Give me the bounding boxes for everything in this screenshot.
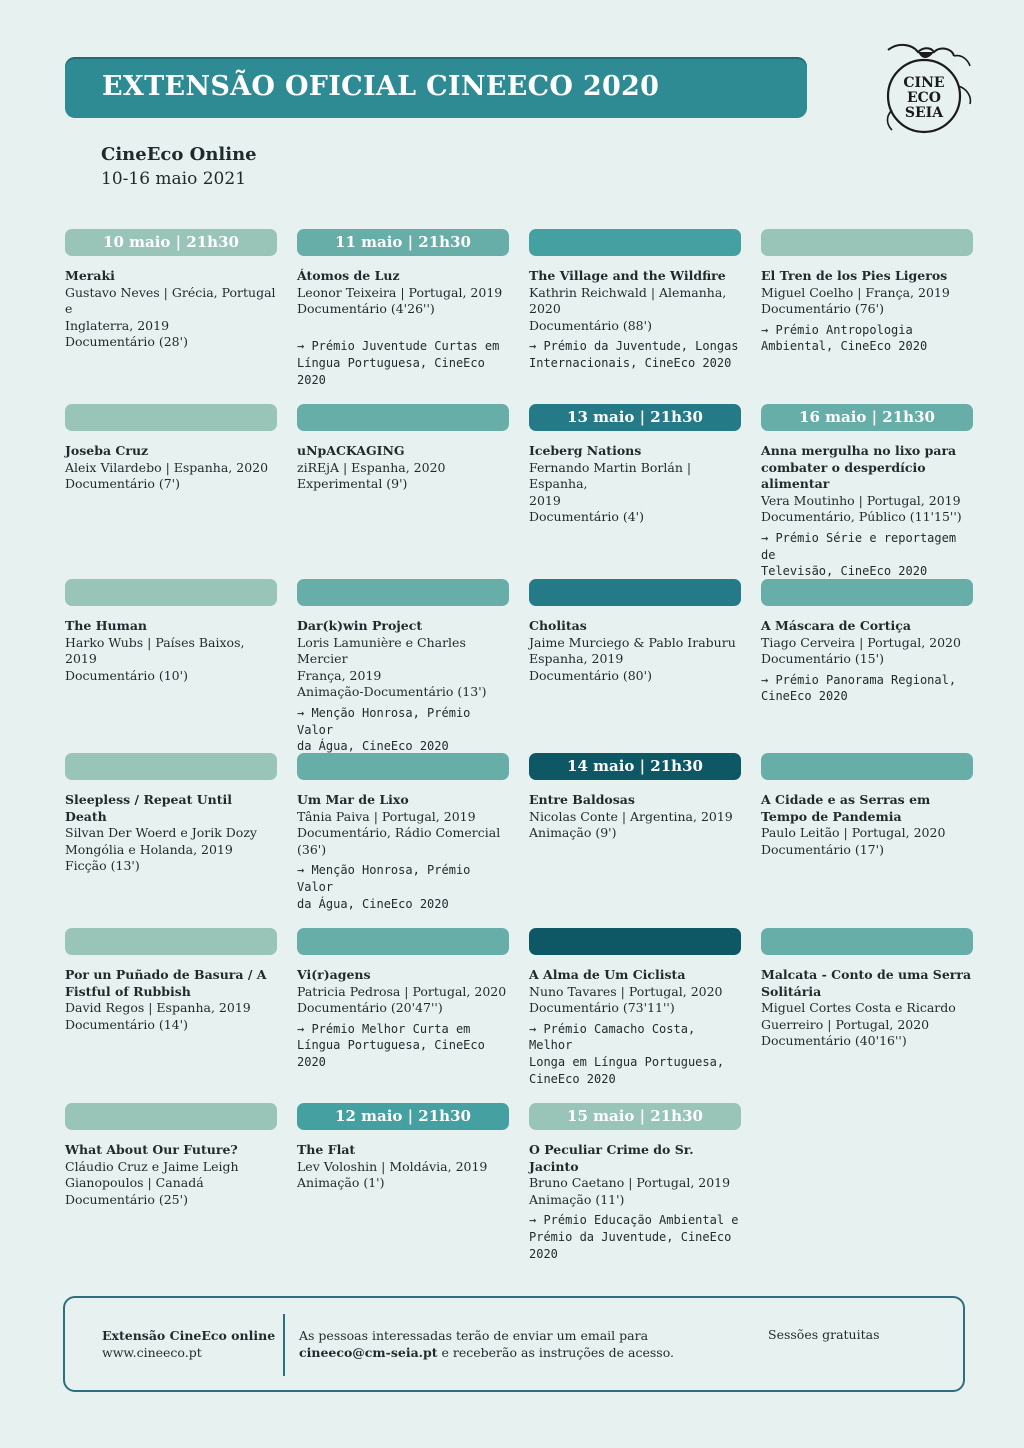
film-details [761,618,973,705]
film-details [65,443,277,493]
film-title: Sleepless / Repeat Until Death [65,792,232,824]
award-line: 2020 [529,1246,558,1261]
session-date-bar [297,928,509,955]
award-line: Longa em Língua Portuguesa, [529,1054,725,1069]
award-line: → Menção Honrosa, Prémio Valor [297,863,471,894]
footer-free-sessions: Sessões gratuitas [768,1327,880,1342]
film-credit-line: Animação (9') [529,825,617,841]
film-credit-line: ziREjA | Espanha, 2020 [297,459,446,475]
film-credit-line: Nicolas Conte | Argentina, 2019 [529,808,733,824]
session-date-bar: 12 maio | 21h30 [297,1103,509,1130]
film-entry [529,579,741,684]
session-date-bar: 15 maio | 21h30 [529,1103,741,1130]
film-entry [297,928,509,1071]
award-line: → Prémio Juventude Curtas em [297,339,500,354]
film-credit-line: Harko Wubs | Países Baixos, 2019 [65,634,245,667]
film-credit-line: Fernando Martin Borlán | Espanha, [529,459,692,492]
film-details [529,618,741,684]
footer-line2-wrap [299,1344,674,1361]
film-credit-line: Vera Moutinho | Portugal, 2019 [761,492,961,508]
film-entry [65,753,277,875]
award-line [297,322,509,339]
film-entry [297,229,509,388]
session-date-bar [761,579,973,606]
session-date-bar: 16 maio | 21h30 [761,404,973,431]
award-line: CineEco 2020 [529,1071,616,1086]
film-credit-line: Cláudio Cruz e Jaime Leigh [65,1158,239,1174]
title-banner [65,57,807,118]
film-title: Dar(k)win Project [297,618,423,633]
film-title: El Tren de los Pies Ligeros [761,268,948,283]
award-line: → Prémio Panorama Regional, [761,672,957,687]
film-credit-line: Ficção (13') [65,858,140,874]
award-line: Língua Portuguesa, CineEco 2020 [297,1038,485,1069]
film-title: The Village and the Wildfire [529,268,726,283]
film-credit-line: Documentário (28') [65,334,188,350]
award-line: → Prémio Melhor Curta em [297,1021,471,1036]
film-credit-line: Miguel Coelho | França, 2019 [761,284,950,300]
award-line: Língua Portuguesa, CineEco 2020 [297,355,485,387]
film-details [761,268,973,355]
film-details [297,967,509,1071]
film-award [297,705,509,755]
film-credit-line: Tânia Paiva | Portugal, 2019 [297,808,476,824]
film-details [65,967,277,1033]
session-date-bar: 14 maio | 21h30 [529,753,741,780]
footer-line1: As pessoas interessadas terão de enviar um email para [299,1328,649,1343]
film-entry [65,928,277,1033]
award-line: → Prémio da Juventude, Longas [529,339,739,354]
film-credit-line: Documentário (17') [761,841,884,857]
film-details [297,792,509,912]
award-line: → Prémio Antropologia [761,322,913,337]
logo-text-eco: ECO [906,90,942,106]
film-credit-line: Loris Lamunière e Charles Mercier [297,634,466,667]
film-details [65,1142,277,1208]
award-line: Ambiental, CineEco 2020 [761,339,928,354]
film-entry [761,579,973,705]
film-credit-line: 2019 [529,492,561,508]
film-entry [529,229,741,372]
film-title: A Cidade e as Serras em Tempo de Pandemia [761,792,931,824]
film-credit-line: Documentário (4'26'') [297,301,435,317]
film-details [761,443,973,580]
page-title: EXTENSÃO OFICIAL CINEECO 2020 [102,71,660,102]
session-date-bar [65,404,277,431]
footer-email[interactable]: cineeco@cm-seia.pt [299,1345,438,1360]
footer-url[interactable]: www.cineeco.pt [102,1345,202,1360]
session-date-bar [297,404,509,431]
award-line: Prémio da Juventude, CineEco [529,1229,732,1244]
footer-line2: e receberão as instruções de acesso. [437,1345,674,1360]
logo-text-seia: SEIA [904,105,944,121]
film-details [761,792,973,858]
session-date-bar: 11 maio | 21h30 [297,229,509,256]
session-date-bar [297,579,509,606]
film-entry [529,928,741,1087]
film-title: Átomos de Luz [297,268,400,283]
film-entry [297,579,509,755]
award-line: Internacionais, CineEco 2020 [529,355,732,370]
film-entry [761,404,973,580]
film-award [297,322,509,388]
session-date-bar [65,753,277,780]
footer-info [102,1327,275,1361]
film-credit-line: Miguel Cortes Costa e Ricardo [761,1000,956,1016]
film-title: What About Our Future? [65,1142,238,1157]
film-entry [297,753,509,912]
logo-text-cine: CINE [903,75,945,91]
film-entry [65,229,277,351]
film-title: A Máscara de Cortiça [761,618,911,633]
session-date-bar: 10 maio | 21h30 [65,229,277,256]
film-credit-line: Gianopoulos | Canadá [65,1175,204,1191]
film-credit-line: Documentário (76') [761,301,884,317]
film-credit-line: Aleix Vilardebo | Espanha, 2020 [65,459,269,475]
session-date-bar [761,753,973,780]
film-credit-line: Documentário (73'11'') [529,1000,675,1016]
film-credit-line: David Regos | Espanha, 2019 [65,1000,251,1016]
session-date-bar [529,928,741,955]
film-credit-line: Lev Voloshin | Moldávia, 2019 [297,1158,488,1174]
film-details [297,268,509,388]
film-credit-line: Animação (1') [297,1175,385,1191]
film-title: Vi(r)agens [297,967,371,982]
film-award [761,322,973,355]
film-credit-line: Kathrin Reichwald | Alemanha, 2020 [529,284,727,317]
film-credit-line: Documentário (25') [65,1191,188,1207]
film-title: O Peculiar Crime do Sr. Jacinto [529,1142,694,1174]
film-entry [297,404,509,493]
film-credit-line: Documentário (20'47'') [297,1000,443,1016]
film-entry [65,579,277,684]
award-line: → Prémio Série e reportagem de [761,530,957,562]
session-date-bar [529,579,741,606]
session-date-bar [65,1103,277,1130]
film-title: uNpACKAGING [297,443,405,458]
session-date-bar [65,928,277,955]
film-entry [761,753,973,858]
footer-instructions [299,1327,674,1361]
film-title: Malcata - Conto de uma Serra Solitária [761,967,972,999]
film-title: The Flat [297,1142,356,1157]
film-title: Por un Puñado de Basura / A Fistful of Rubbish [65,967,267,999]
footer-divider [283,1314,285,1376]
film-credit-line: Nuno Tavares | Portugal, 2020 [529,983,723,999]
film-entry [761,928,973,1050]
film-entry [761,229,973,355]
film-title: A Alma de Um Ciclista [529,967,686,982]
film-details [529,967,741,1087]
film-credit-line: Paulo Leitão | Portugal, 2020 [761,825,946,841]
film-entry [65,1103,277,1208]
film-credit-line: Guerreiro | Portugal, 2020 [761,1016,930,1032]
film-award [761,672,973,705]
film-title: Meraki [65,268,115,283]
film-entry [65,404,277,493]
film-details [65,792,277,875]
session-date-bar [65,579,277,606]
film-credit-line: Patricia Pedrosa | Portugal, 2020 [297,983,507,999]
award-line: → Prémio Educação Ambiental e [529,1213,739,1228]
event-dates: 10-16 maio 2021 [101,169,247,189]
film-details [529,268,741,372]
film-title: Anna mergulha no lixo para combater o desperdício alimentar [761,443,957,492]
film-details [65,268,277,351]
award-line: → Prémio Camacho Costa, Melhor [529,1021,696,1053]
film-credit-line: Tiago Cerveira | Portugal, 2020 [761,634,961,650]
cineeco-seia-logo [878,40,974,140]
film-award [297,862,509,912]
film-details [529,443,741,526]
film-credit-line: Documentário, Público (11'15'') [761,509,962,525]
film-credit-line: Animação-Documentário (13') [297,684,487,700]
film-credit-line: Experimental (9') [297,476,408,492]
film-award [529,1021,741,1087]
session-date-bar [529,229,741,256]
film-entry [297,1103,509,1192]
footer-box [63,1296,965,1392]
film-credit-line: Documentário (4') [529,509,644,525]
film-entry [529,1103,741,1262]
session-date-bar [761,928,973,955]
film-credit-line: Bruno Caetano | Portugal, 2019 [529,1175,731,1191]
award-line: da Água, CineEco 2020 [297,739,449,754]
film-award [761,530,973,580]
session-date-bar [761,229,973,256]
film-credit-line: Documentário (7') [65,476,180,492]
session-date-bar: 13 maio | 21h30 [529,404,741,431]
award-line: CineEco 2020 [761,689,848,704]
film-details [297,1142,509,1192]
award-line: → Menção Honrosa, Prémio Valor [297,705,471,737]
film-title: The Human [65,618,148,633]
film-credit-line: Silvan Der Woerd e Jorik Dozy [65,825,257,841]
film-details [297,443,509,493]
film-credit-line: Documentário (15') [761,651,884,667]
film-details [529,792,741,842]
film-credit-line: Documentário, Rádio Comercial (36') [297,825,501,857]
film-award [529,1212,741,1262]
film-details [65,618,277,684]
footer-title: Extensão CineEco online [102,1328,276,1343]
film-details [529,1142,741,1262]
film-entry [529,404,741,526]
film-credit-line: Leonor Teixeira | Portugal, 2019 [297,284,503,300]
film-entry [529,753,741,842]
event-name: CineEco Online [101,144,257,165]
award-line: Televisão, CineEco 2020 [761,564,928,579]
film-credit-line: França, 2019 [297,667,382,683]
film-credit-line: Documentário (80') [529,667,652,683]
film-credit-line: Mongólia e Holanda, 2019 [65,841,233,857]
film-credit-line: Documentário (14') [65,1016,188,1032]
film-credit-line: Animação (11') [529,1191,625,1207]
film-details [761,967,973,1050]
film-award [297,1021,509,1071]
film-credit-line: Gustavo Neves | Grécia, Portugal e [65,284,276,317]
film-credit-line: Documentário (88') [529,317,652,333]
film-title: Iceberg Nations [529,443,642,458]
film-credit-line: Inglaterra, 2019 [65,317,170,333]
film-title: Entre Baldosas [529,792,635,807]
film-details [297,618,509,755]
film-credit-line: Documentário (40'16'') [761,1033,907,1049]
award-line: da Água, CineEco 2020 [297,896,449,911]
film-title: Um Mar de Lixo [297,792,409,807]
session-date-bar [297,753,509,780]
film-title: Cholitas [529,618,587,633]
film-credit-line: Documentário (10') [65,667,188,683]
event-subtitle [101,144,257,189]
film-title: Joseba Cruz [65,443,149,458]
film-award [529,338,741,371]
film-credit-line: Espanha, 2019 [529,651,624,667]
film-credit-line: Jaime Murciego & Pablo Iraburu [529,634,736,650]
